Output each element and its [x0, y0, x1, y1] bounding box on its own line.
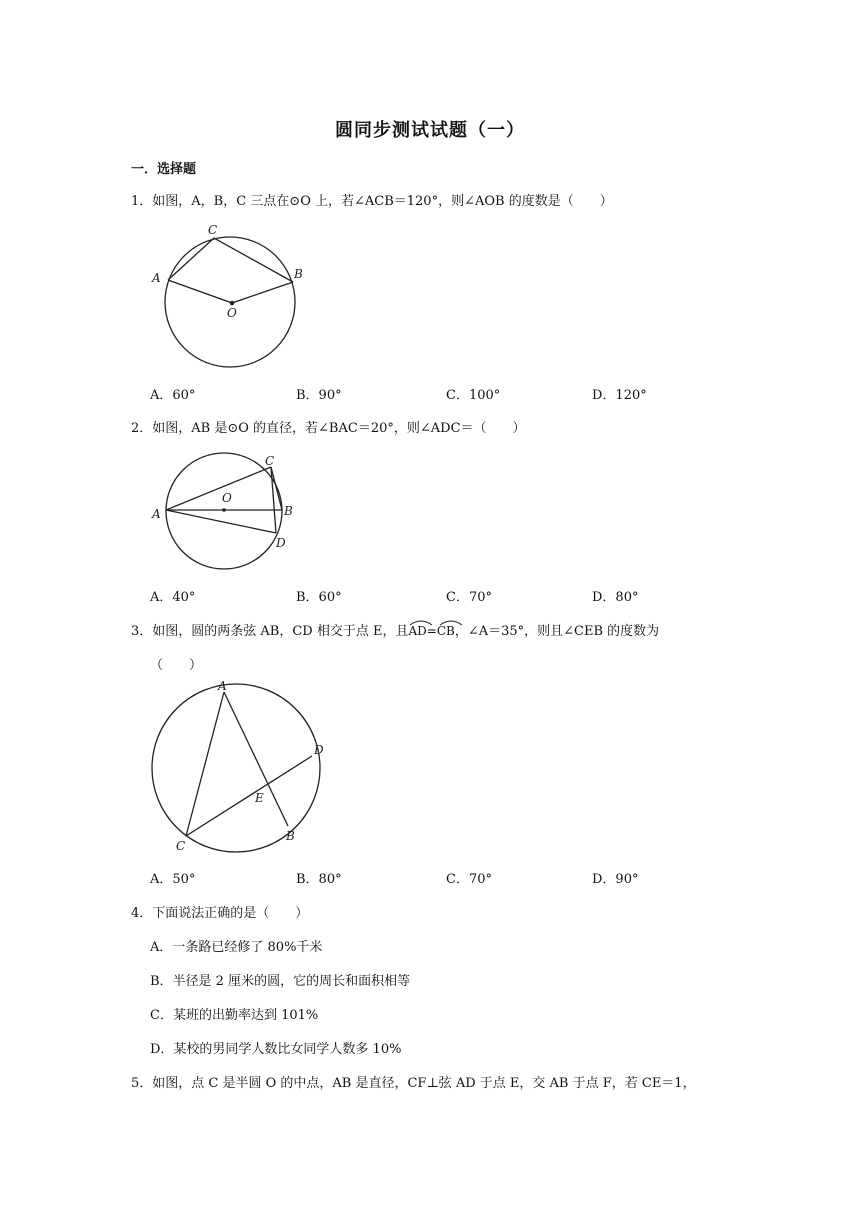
option-b: B．60° [296, 590, 342, 605]
option-d: D．120° [592, 388, 647, 403]
label-e: E [255, 791, 264, 805]
radii-oa-ob [168, 280, 293, 303]
question-number: 4． [131, 906, 153, 921]
option-c: C．70° [446, 590, 492, 605]
question-4 [131, 902, 308, 921]
question-number: 2． [131, 421, 153, 436]
question-3 [131, 620, 659, 639]
question-text-cont: ，∠A＝35°，则且∠CEB 的度数为 [454, 624, 660, 639]
option-c: C．100° [446, 388, 501, 403]
circle [152, 684, 320, 852]
label-o: O [222, 491, 232, 505]
section-heading: 一．选择题 [131, 162, 197, 177]
question-text: 下面说法正确的是（ ） [152, 906, 309, 921]
question-number: 3． [131, 624, 153, 639]
question-text: 如图，圆的两条弦 AB，CD 相交于点 E，且 [152, 624, 409, 639]
option-d: D．80° [592, 590, 639, 605]
label-b: B [284, 504, 293, 518]
question-number: 5． [131, 1076, 153, 1091]
label-a: A [218, 679, 227, 693]
option-c: C．某班的出勤率达到 101% [150, 1008, 319, 1023]
label-a: A [152, 271, 161, 285]
options-q1 [150, 384, 750, 404]
label-c: C [176, 839, 186, 853]
chord-cd [186, 756, 312, 836]
question-1 [131, 190, 613, 209]
label-d: D [314, 743, 324, 757]
chords-ac-cb [168, 238, 293, 282]
question-text: 如图，AB 是⊙O 的直径，若∠BAC＝20°，则∠ADC＝（ ） [152, 421, 526, 436]
question-3-line2: （ ） [150, 658, 203, 673]
figure-q3 [148, 678, 338, 858]
chord-ac [166, 467, 271, 510]
question-2 [131, 417, 526, 436]
options-q2 [150, 586, 750, 606]
figure-q2 [148, 448, 308, 578]
arc-equation: AD=CB [408, 620, 454, 638]
option-a: A．一条路已经修了 80%千米 [150, 940, 323, 955]
option-d: D．某校的男同学人数比女同学人数多 10% [150, 1042, 402, 1057]
question-text: 如图，点 C 是半圆 O 的中点，AB 是直径，CF⊥弦 AD 于点 E，交 AB 于点 F，若 CE＝1， [152, 1076, 696, 1091]
page-title: 圆同步测试试题（一） [335, 120, 525, 141]
option-d: D．90° [592, 872, 639, 887]
question-text: 如图，A，B，C 三点在⊙O 上，若∠ACB＝120°，则∠AOB 的度数是（ ） [152, 194, 613, 209]
option-a: A．60° [150, 388, 196, 403]
option-a: A．40° [150, 590, 196, 605]
label-b: B [294, 267, 303, 281]
option-b: B．90° [296, 388, 342, 403]
figure-q1 [150, 222, 310, 372]
label-o: O [227, 306, 237, 320]
question-number: 1． [131, 194, 153, 209]
label-b: B [286, 829, 295, 843]
label-a: A [152, 507, 161, 521]
label-c: C [265, 454, 275, 468]
center-point [222, 508, 226, 512]
chord-ac [186, 692, 224, 836]
option-a: A．50° [150, 872, 196, 887]
center-point [230, 301, 235, 306]
arc-marks [408, 618, 464, 626]
option-c: C．70° [446, 872, 492, 887]
question-5 [131, 1072, 696, 1091]
option-b: B．半径是 2 厘米的圆，它的周长和面积相等 [150, 974, 411, 989]
label-c: C [208, 223, 218, 237]
options-q3 [150, 868, 750, 888]
chord-ad [166, 510, 276, 533]
option-b: B．80° [296, 872, 342, 887]
label-d: D [276, 536, 286, 550]
